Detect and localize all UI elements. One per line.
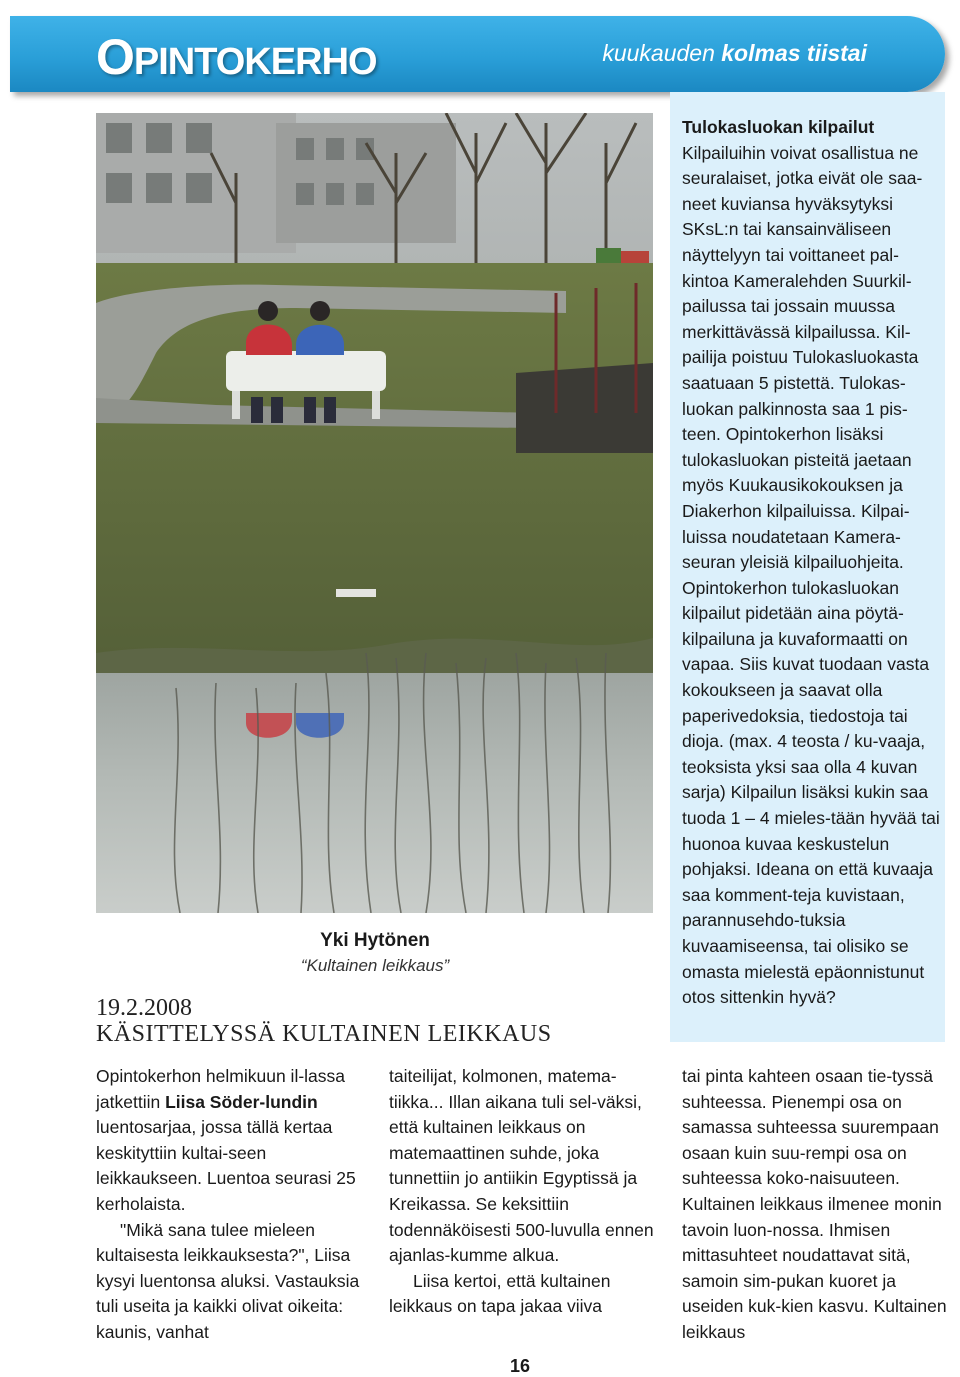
- subtitle-bold: kolmas tiistai: [721, 40, 867, 66]
- sidebar-text: [682, 115, 944, 1011]
- paragraph-text: Opintokerhon helmikuun il-lassa jatkettiin: [96, 1066, 346, 1112]
- article-paragraph: [96, 1064, 366, 1218]
- photo-illustration: [96, 113, 653, 913]
- photo-author: Yki Hytönen: [320, 930, 430, 951]
- section-title-initial: O: [96, 29, 134, 85]
- article-paragraph: taiteilijat, kolmonen, matema-tiikka... Illan aikana tuli sel-väksi, että kultainen leikkaus on matemaattinen suhde, joka tunnettiin jo antiikin Egyptissä ja Kreikassa. Se keksittiin todennäköisesti 500-luvulla ennen ajanlas-kumme alkua.: [389, 1066, 654, 1266]
- section-title: [96, 28, 377, 88]
- park-pond-photo: [96, 113, 653, 913]
- subtitle-prefix: kuukauden: [602, 40, 715, 66]
- article-column-1: [96, 1064, 366, 1346]
- article-headline: KÄSITTELYSSÄ KULTAINEN LEIKKAUS: [96, 1021, 552, 1047]
- section-title-rest: PINTOKERHO: [133, 41, 377, 83]
- section-subtitle: [602, 40, 867, 67]
- paragraph-text: luentosarjaa, jossa tällä kertaa keskityttiin kultai-seen leikkaukseen. Luentoa seurasi 25 kerholaista.: [96, 1117, 356, 1214]
- sidebar-body: Kilpailuihin voivat osallistua ne seuralaiset, jotka eivät ole saa-neet kuviansa hyväksytyksi SKsL:n tai kansainväliseen näyttelyyn tai voittaneet pal-kintoa Kameralehden Suurkil-pailussa tai jossain muussa merkittävässä kilpailussa. Kil-pailija poistuu Tulokasluokasta saatuaan 5 pistettä. Tulokas-luokan palkinnosta saa 1 pis-teen. Opintokerhon lisäksi tulokasluokan pisteitä jaetaan myös Kuukausikokouksen ja Diakerhon kilpailuissa. Kilpai-luissa noudatetaan Kamera-seuran yleisiä kilpailuohjeita. Opintokerhon tulokasluokan kilpailut pidetään aina pöytä-kilpailuna ja kuvaformaatti on vapaa. Siis kuvat tuodaan vasta kokoukseen ja saavat olla paperivedoksia, tiedostoja tai dioja. (max. 4 teosta / ku-vaaja, teoksista yksi saa olla 4 kuvan sarja) Kilpailun lisäksi kukin saa tuoda 1 – 4 mieles-tään hyvää tai huonoa kuvaa keskustelun pohjaksi. Ideana on että kuvaaja saa komment-teja kuvistaan, parannusehdo-tuksia kuvaamiseensa, tai olisiko se omasta mielestä epäonnistunut otos sittenkin hyvä?: [682, 142, 940, 1008]
- photo-title: “Kultainen leikkaus”: [300, 956, 450, 975]
- article-paragraph: "Mikä sana tulee mieleen kultaisesta leikkauksesta?", Liisa kysyi luentonsa aluksi. Vastauksia tuli useita ja kaikki olivat oikeita: kaunis, vanhat: [96, 1219, 360, 1342]
- info-sidebar: [670, 92, 945, 1042]
- article-paragraph: Liisa kertoi, että kultainen leikkaus on tapa jakaa viiva: [389, 1270, 611, 1317]
- lecturer-name: Liisa Söder-lundin: [165, 1091, 318, 1112]
- article-paragraph: tai pinta kahteen osaan tie-tyssä suhteessa. Pienempi osa on samassa suhteessa suurempaan osaan kuin suu-rempi osa on suhteessa koko-naisuuteen. Kultainen leikkaus ilmenee monin tavoin luon-nossa. Ihmisen mittasuhteet noudattavat sitä, samoin sim-pukan kuoret ja useiden kuk-kien kasvu. Kultainen leikkaus: [682, 1066, 947, 1342]
- page-number: 16: [509, 1356, 531, 1376]
- sidebar-heading: Tulokasluokan kilpailut: [682, 117, 875, 137]
- article-column-2: [389, 1064, 659, 1320]
- section-header-banner: [10, 16, 945, 92]
- article-date: 19.2.2008: [96, 995, 192, 1021]
- article-column-3: [682, 1064, 952, 1346]
